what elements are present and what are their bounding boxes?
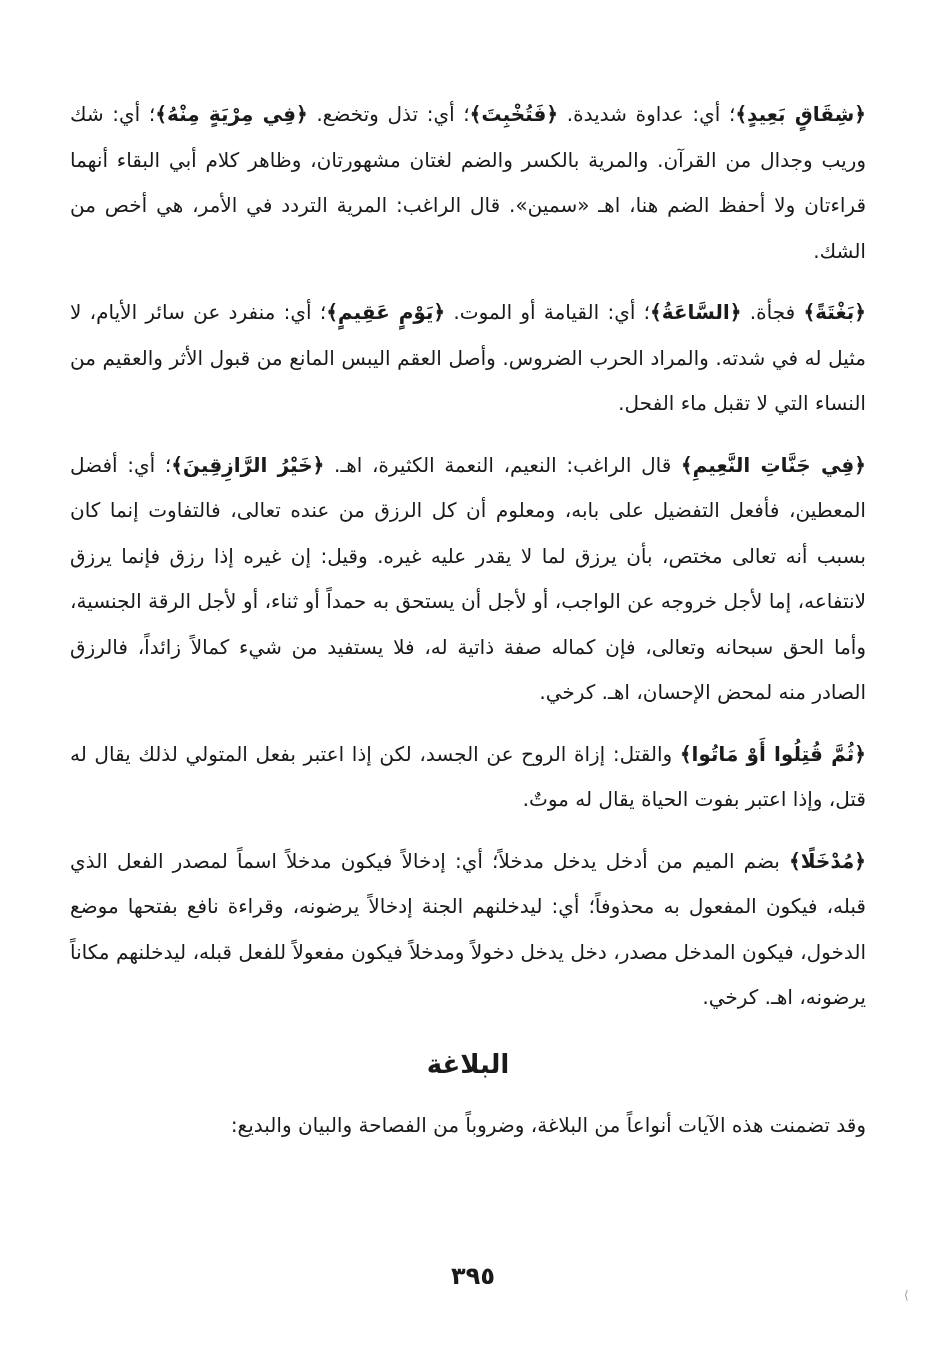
quran-quote: ﴿شِقَاقٍ بَعِيدٍ﴾ bbox=[735, 102, 866, 126]
quran-quote: ﴿بَغْتَةً﴾ bbox=[803, 300, 866, 324]
quran-quote: ﴿فِي جَنَّاتِ النَّعِيمِ﴾ bbox=[680, 452, 866, 477]
section-title: البلاغة bbox=[426, 1049, 510, 1080]
commentary-text: ؛ أي: منفرد عن سائر الأيام، لا مثيل له في شدته. والمراد الحرب الضروس. وأصل العقم اليبس المانع من قبول الأثر والعقيم من النساء التي لا تقبل ماء الفحل. bbox=[70, 300, 866, 415]
commentary-text: ؛ أي: تذل وتخضع. bbox=[307, 102, 470, 126]
page-number: ٣٩٥ bbox=[451, 1262, 495, 1290]
commentary-text: ؛ أي: أفضل المعطين، فأفعل التفضيل على بابه، ومعلوم أن كل الرزق من عنده تعالى، فالتفاوت إنما كان بسبب أنه تعالى مختص، بأن يرزق لما لا يقدر عليه غيره. وقيل: إن غيره إذا رزق فإنما يرزق لانتفاعه، إما لأجل خروجه عن الواجب، أو لأجل أن يستحق به حمداً أو ثناء، أو لأجل الرقة الجنسية، وأما الحق سبحانه وتعالى، فإن كماله صفة ذاتية له، فلا يستفيد من شيء كمالاً زائداً، فالرزق الصادر منه لمحض الإحسان، اهـ. كرخي. bbox=[70, 452, 866, 704]
quran-quote: ﴿فِي مِرْيَةٍ مِنْهُ﴾ bbox=[155, 102, 308, 126]
quran-quote: ﴿ثُمَّ قُتِلُوا أَوْ مَاتُوا﴾ bbox=[679, 741, 867, 766]
commentary-paragraph bbox=[70, 290, 866, 427]
quran-quote: ﴿مُدْخَلًا﴾ bbox=[789, 848, 866, 873]
commentary-paragraph bbox=[70, 732, 866, 823]
commentary-text: ؛ أي: شك وريب وجدال من القرآن. والمرية بالكسر والضم لغتان مشهورتان، وظاهر كلام أبي البقاء أنهما قراءتان ولا أحفظ الضم هنا، اهـ «سمين». قال الراغب: المرية التردد في الأمر، هي أخص من الشك. bbox=[70, 102, 866, 263]
quran-quote: ﴿السَّاعَةُ﴾ bbox=[650, 300, 742, 324]
quran-quote: ﴿خَيْرُ الرَّازِقِينَ﴾ bbox=[171, 452, 325, 477]
commentary-paragraph bbox=[70, 839, 866, 1021]
commentary-text: بضم الميم من أدخل يدخل مدخلاً؛ أي: إدخالاً فيكون مدخلاً اسماً لمصدر الفعل الذي قبله، فيكون المفعول به محذوفاً؛ أي: ليدخلنهم الجنة إدخالاً يرضونه، وقراءة نافع بفتحها موضع الدخول، فيكون المدخل مصدر، دخل يدخل دخولاً ومدخلاً فيكون مفعولاً للفعل قبله، ليدخلنهم مكاناً يرضونه، اهـ. كرخي. bbox=[70, 848, 866, 1009]
section-intro: وقد تضمنت هذه الآيات أنواعاً من البلاغة، وضروباً من الفصاحة والبيان والبديع: bbox=[230, 1112, 866, 1137]
margin-mark: ⟨ bbox=[904, 1288, 909, 1302]
quran-quote: ﴿يَوْمٍ عَقِيمٍ﴾ bbox=[326, 300, 446, 324]
commentary-text: قال الراغب: النعيم، النعمة الكثيرة، اهـ. bbox=[324, 452, 681, 477]
commentary-paragraph bbox=[70, 443, 866, 716]
commentary-text: ؛ أي: عداوة شديدة. bbox=[558, 102, 736, 126]
commentary-text: فجأة. bbox=[741, 300, 804, 324]
page-body bbox=[70, 92, 866, 1164]
commentary-text: ؛ أي: القيامة أو الموت. bbox=[445, 300, 651, 324]
commentary-paragraph bbox=[70, 92, 866, 274]
commentary-text: والقتل: إزاة الروح عن الجسد، لكن إذا اعتبر بفعل المتولي لذلك يقال له قتل، وإذا اعتبر بفوت الحياة يقال له موتٌ. bbox=[70, 741, 866, 811]
commentary-paragraphs bbox=[70, 92, 866, 1021]
quran-quote: ﴿فَتُخْبِتَ﴾ bbox=[469, 102, 559, 126]
